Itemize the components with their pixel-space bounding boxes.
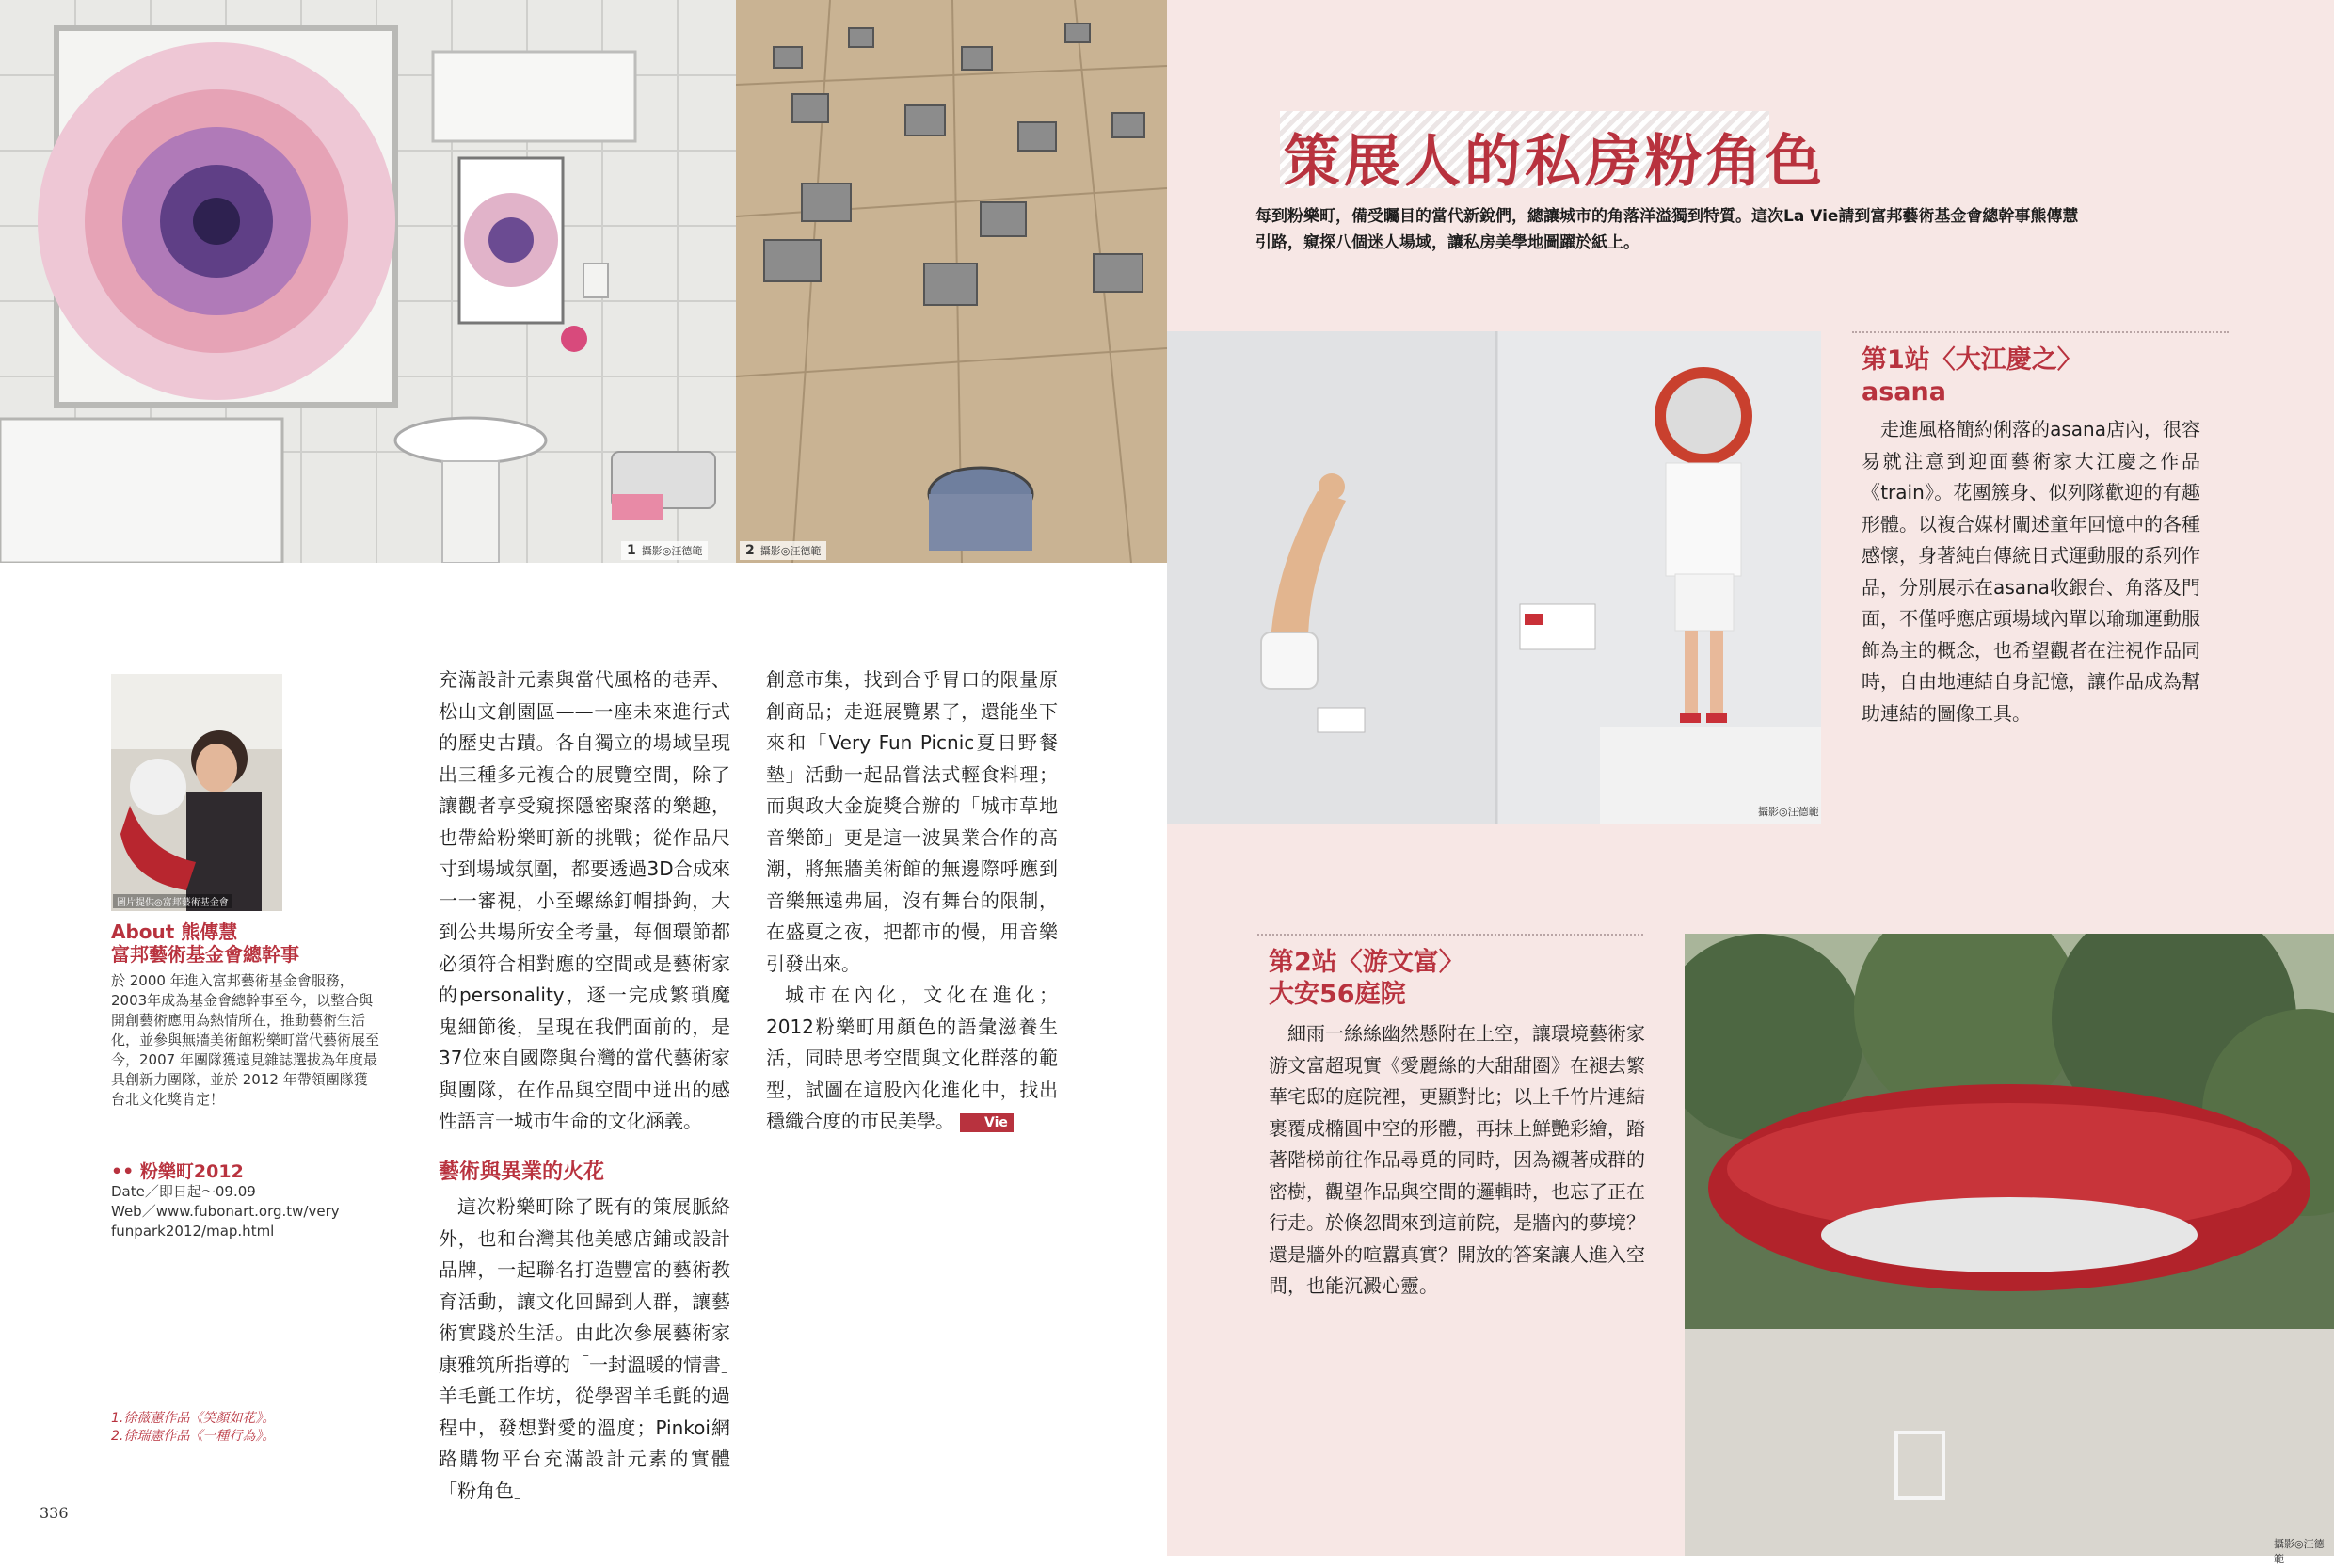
event-info xyxy=(111,1182,393,1241)
station1-title: 第1站〈大江慶之〉 asana xyxy=(1862,345,2083,407)
photo-floor-cups xyxy=(736,0,1167,563)
article-paragraph: 城市在內化，文化在進化；2012粉樂町用顏色的語彙滋養生活，同時思考空間與文化群落的範型，試圖在這股內化進化中，找出穩織合度的市民美學。 Vie xyxy=(766,984,1058,1132)
photo-number: 2 xyxy=(745,543,755,558)
headline-banner xyxy=(1280,111,1826,195)
about-heading: About 熊傳慧 富邦藝術基金會總幹事 xyxy=(111,920,299,966)
lead-paragraph: 每到粉樂町，備受矚目的當代新銳們，總讓城市的角落洋溢獨到特質。這次La Vie請到富邦藝術基金會總幹事熊傳慧引路，窺探八個迷人場域，讓私房美學地圖躍於紙上。 xyxy=(1255,207,2079,252)
station2-title: 第2站〈游文富〉 大安56庭院 xyxy=(1269,948,1464,1009)
article-paragraph: 這次粉樂町除了既有的策展脈絡外，也和台灣其他美感店鋪或設計品牌，一起聯名打造豐富的藝術教育活動，讓文化回歸到人群，讓藝術實踐於生活。由此次參展藝術家康雅筑所指導的「一封溫暖的情書」羊毛氈工作坊，從學習羊毛氈的過程中，發想對愛的溫度；Pinkoi網路購物平台充滿設計元素的實體「粉角色」 xyxy=(439,1195,730,1502)
article-column-1 xyxy=(439,664,730,1507)
footnote-1: 1.徐薇蕙作品《笑顏如花》。 xyxy=(111,1411,276,1426)
photo-credit-station2: 攝影◎汪德範 xyxy=(2274,1538,2325,1565)
article-paragraph: 充滿設計元素與當代風格的巷弄、松山文創園區——一座未來進行式的歷史古蹟。各自獨立的場域呈現出三種多元複合的展覽空間，除了讓觀者享受窺探隱密聚落的樂趣，也帶給粉樂町新的挑戰；從作品尺寸到場域氛圍，都要透過3D合成來一一審視，小至螺絲釘帽掛鉤，大到公共場所安全考量，每個環節都必須符合相對應的空間或是藝術家的personality，逐一完成繁瑣魔鬼細節後，呈現在我們面前的，是37位來自國際與台灣的當代藝術家與團隊，在作品與空間中迸出的感性語言一城市生命的文化涵義。 xyxy=(439,668,730,1132)
photo-station1 xyxy=(1167,331,1821,824)
station2-subtitle: 大安56庭院 xyxy=(1269,980,1406,1009)
divider-station2 xyxy=(1257,934,1643,936)
end-mark: Vie xyxy=(960,1113,1014,1132)
station2-body: 細雨一絲絲幽然懸附在上空，讓環境藝術家游文富超現實《愛麗絲的大甜甜圈》在褪去繁華宅邸的庭院裡，更顯對比；以上千竹片連結裹覆成橢圓中空的形體，再抹上鮮艷彩繪，踏著階梯前往作品尋覓的同時，因為襯著成群的密樹，觀望作品與空間的邏輯時，也忘了正在行走。於倏忽間來到這前院，是牆內的夢境？還是牆外的喧囂真實？開放的答案讓人進入空間，也能沉澱心靈。 xyxy=(1269,1022,1645,1297)
event-date: Date／即日起～09.09 xyxy=(111,1183,256,1200)
article-subheading: 藝術與異業的火花 xyxy=(439,1160,605,1184)
photo-bathroom xyxy=(0,0,736,563)
portrait-credit: 圖片提供◎富邦藝術基金會 xyxy=(113,894,232,908)
footnote-2: 2.徐瑞憲作品《一種行為》。 xyxy=(111,1429,276,1444)
photo-station2 xyxy=(1685,934,2334,1556)
divider-station1 xyxy=(1852,331,2229,333)
photo-number: 1 xyxy=(627,543,636,558)
portrait-photo xyxy=(111,674,282,911)
bullet-dots: •• xyxy=(111,1161,140,1182)
page-title: 策展人的私房粉角色 xyxy=(1284,129,1826,195)
station1-subtitle: asana xyxy=(1862,377,1946,407)
event-title: •• 粉樂町2012 xyxy=(111,1161,244,1182)
about-role: 富邦藝術基金會總幹事 xyxy=(111,943,299,966)
station1-body: 走進風格簡約俐落的asana店內，很容易就注意到迎面藝術家大江慶之作品《train》。花團簇身、似列隊歡迎的有趣形體。以複合媒材闡述童年回憶中的各種感懷，身著純白傳統日式運動服的系列作品，分別展示在asana收銀台、角落及門面，不僅呼應店頭場域內單以瑜珈運動服飾為主的概念，也希望觀者在注視作品同時，自由地連結自身記憶，讓作品成為幫助連結的圖像工具。 xyxy=(1862,418,2200,725)
event-web-cont: funpark2012/map.html xyxy=(111,1223,275,1240)
photo-credit-2: 2 攝影◎汪德範 xyxy=(740,541,826,560)
page-number: 336 xyxy=(40,1504,69,1522)
photo-credit-1: 1 攝影◎汪德範 xyxy=(621,541,708,560)
about-bio: 於 2000 年進入富邦藝術基金會服務，2003年成為基金會總幹事至今，以整合與開創藝術應用為熱情所在，推動藝術生活化，並參與無牆美術館粉樂町當代藝術展至今，2007 年團隊獲遠見雜誌選拔為年度最具創新力團隊，並於 2012 年帶領團隊獲台北文化獎肯定！ xyxy=(111,972,380,1108)
photo-credit-station1: 攝影◎汪德範 xyxy=(1758,806,1819,818)
event-web: Web／www.fubonart.org.tw/very xyxy=(111,1203,340,1220)
article-paragraph: 創意市集，找到合乎胃口的限量原創商品；走逛展覽累了，還能坐下來和「Very Fun Picnic夏日野餐墊」活動一起品嘗法式輕食料理；而與政大金旋獎合辦的「城市草地音樂節」更是這一波異業合作的高潮，將無牆美術館的無邊際呼應到音樂無遠弗屆，沒有舞台的限制，在盛夏之夜，把都市的慢，用音樂引發出來。 xyxy=(766,668,1058,975)
article-column-2 xyxy=(766,664,1058,1138)
footnotes xyxy=(111,1410,275,1446)
